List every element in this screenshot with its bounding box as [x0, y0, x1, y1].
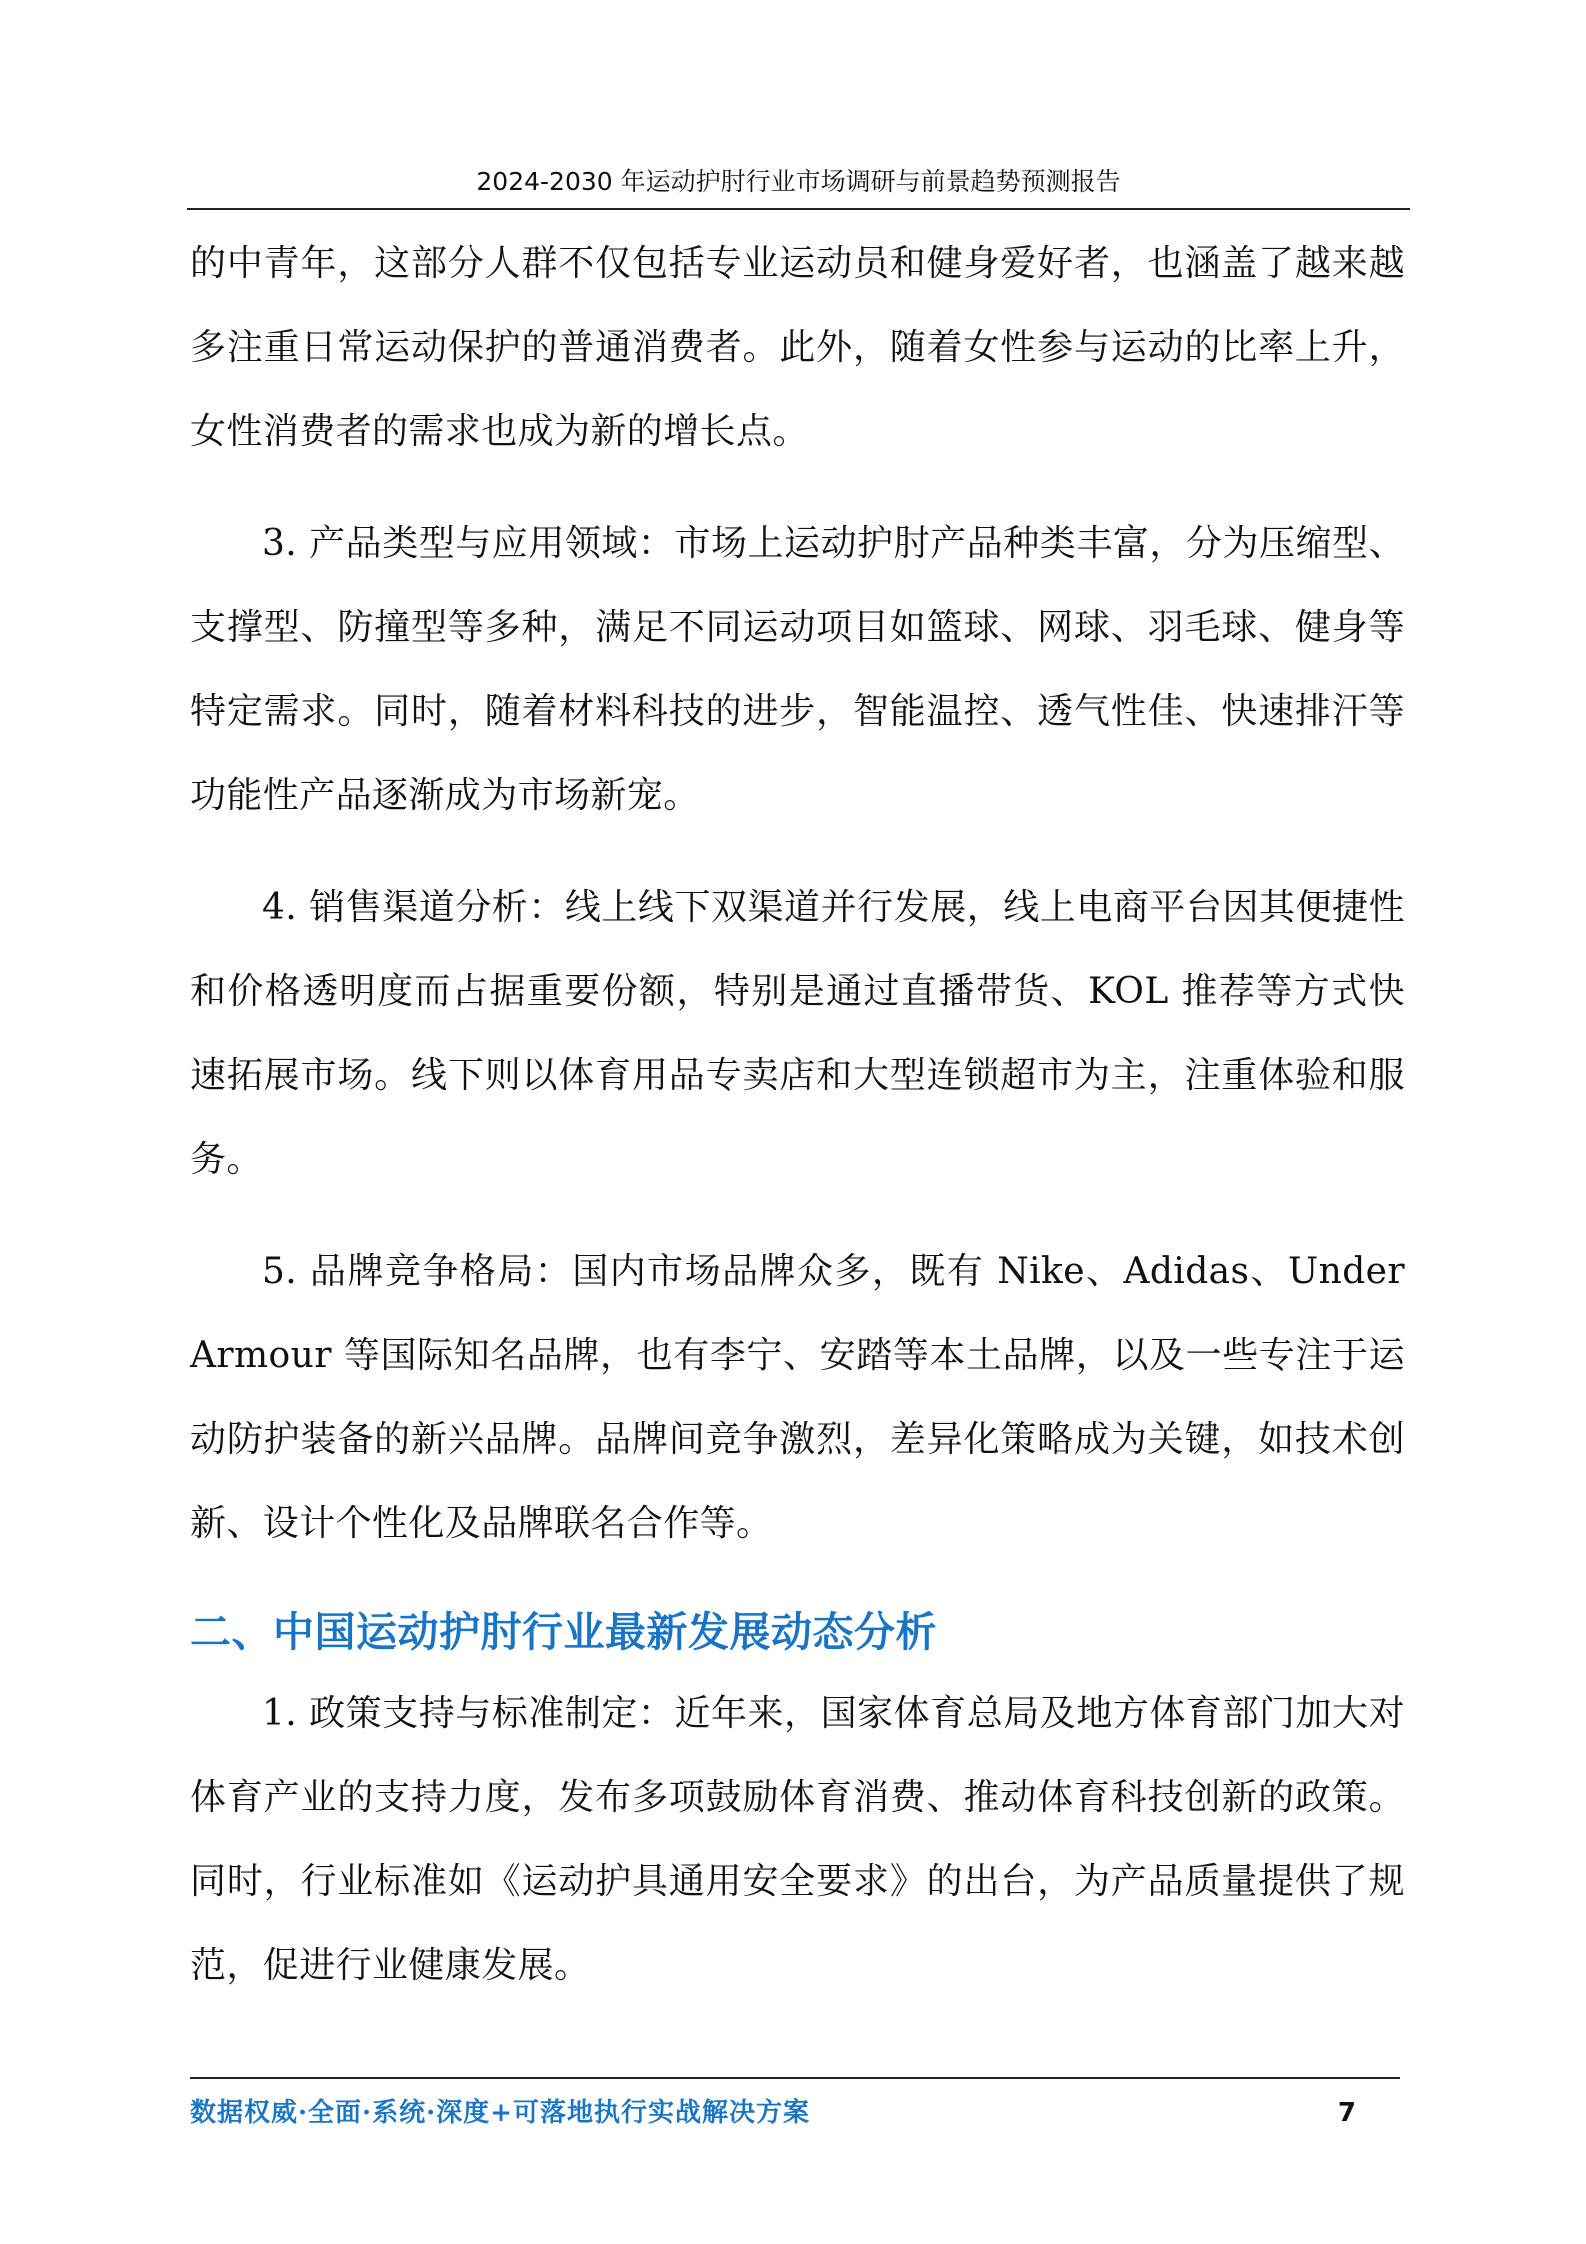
footer-divider — [190, 2077, 1400, 2079]
paragraph-policy-support: 1. 政策支持与标准制定：近年来，国家体育总局及地方体育部门加大对体育产业的支持力度，发布多项鼓励体育消费、推动体育科技创新的政策。同时，行业标准如《运动护具通用安全要求》的出台，为产品质量提供了规范，促进行业健康发展。 — [190, 1693, 1405, 1986]
paragraph-brand-competition: 5. 品牌竞争格局：国内市场品牌众多，既有 Nike、Adidas、Under Armour 等国际知名品牌，也有李宁、安踏等本土品牌，以及一些专注于运动防护装备的新兴品牌。品牌间竞争激烈，差异化策略成为关键，如技术创新、设计个性化及品牌联名合作等。 — [190, 1251, 1405, 1544]
page-number: 7 — [1337, 2098, 1356, 2128]
paragraph-consumer-groups: 的中青年，这部分人群不仅包括专业运动员和健身爱好者，也涵盖了越来越多注重日常运动保护的普通消费者。此外，随着女性参与运动的比率上升，女性消费者的需求也成为新的增长点。 — [190, 243, 1405, 452]
report-title: 2024-2030 年运动护肘行业市场调研与前景趋势预测报告 — [476, 167, 1121, 196]
document-body — [190, 222, 1405, 2008]
paragraph-product-types: 3. 产品类型与应用领域：市场上运动护肘产品种类丰富，分为压缩型、支撑型、防撞型等多种，满足不同运动项目如篮球、网球、羽毛球、健身等特定需求。同时，随着材料科技的进步，智能温控、透气性佳、快速排汗等功能性产品逐渐成为市场新宠。 — [190, 523, 1405, 816]
paragraph-sales-channels: 4. 销售渠道分析：线上线下双渠道并行发展，线上电商平台因其便捷性和价格透明度而占据重要份额，特别是通过直播带货、KOL 推荐等方式快速拓展市场。线下则以体育用品专卖店和大型连锁超市为主，注重体验和服务。 — [190, 887, 1405, 1180]
page-header — [187, 160, 1410, 210]
section-heading: 二、中国运动护肘行业最新发展动态分析 — [190, 1608, 937, 1656]
footer-slogan: 数据权威·全面·系统·深度+可落地执行实战解决方案 — [190, 2098, 810, 2128]
